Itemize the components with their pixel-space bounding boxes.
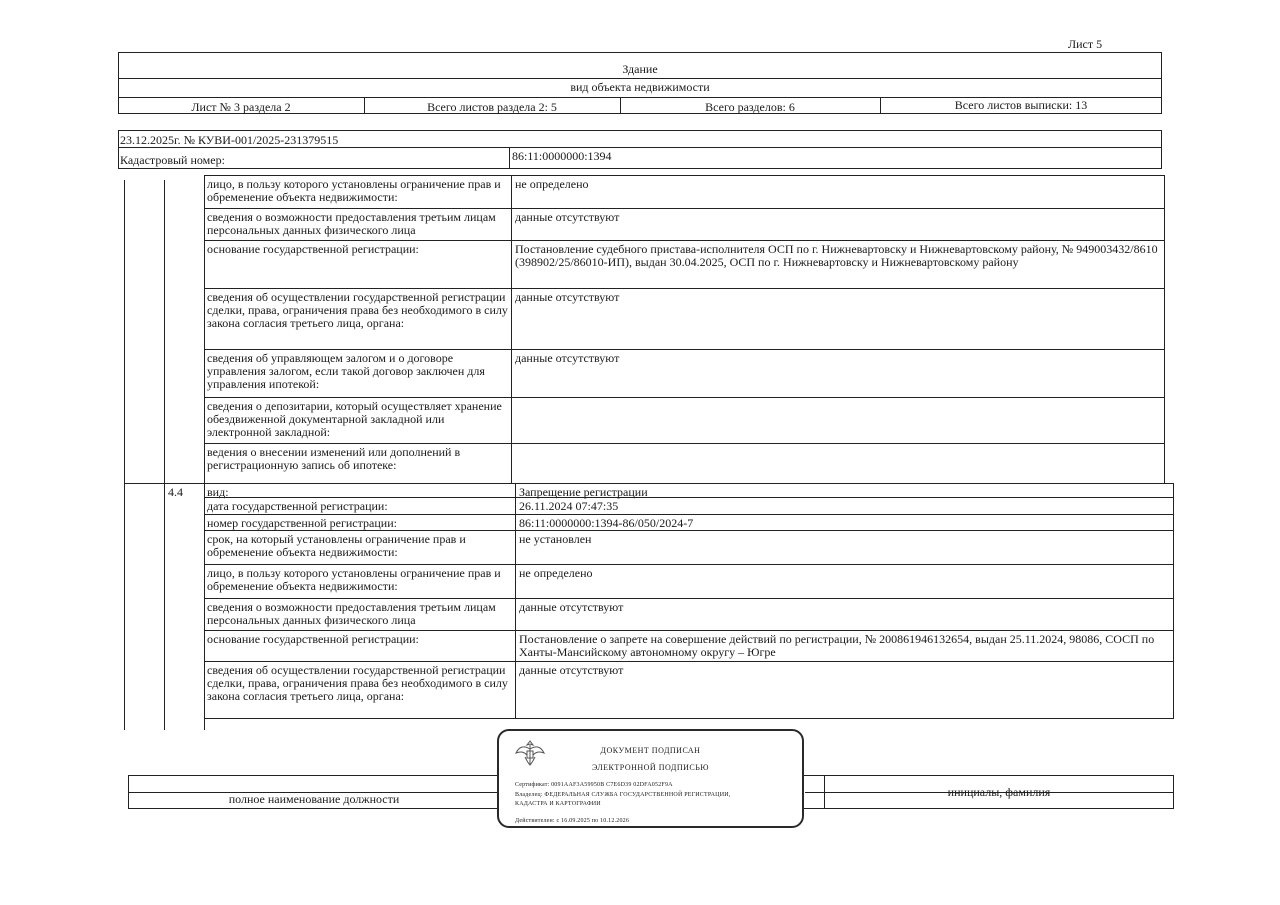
row-value-cell <box>515 530 1174 565</box>
electronic-signature-stamp <box>497 729 804 828</box>
row-value: не установлен <box>519 532 592 546</box>
row-value-cell <box>515 497 1174 515</box>
row-value-cell <box>515 514 1174 531</box>
row-value-cell <box>515 630 1174 662</box>
row-value-cell <box>515 661 1174 719</box>
row-label-cell <box>204 397 512 444</box>
total-sections: Всего разделов: 6 <box>705 100 795 114</box>
row-label-cell <box>204 630 516 662</box>
cadastral-label: Кадастровый номер: <box>120 153 225 167</box>
stamp-title-line1: ДОКУМЕНТ ПОДПИСАН <box>600 746 701 755</box>
row-label: лицо, в пользу которого установлены ограничение прав и обременение объекта недвижимости: <box>207 566 501 593</box>
total-sheets-extract: Всего листов выписки: 13 <box>954 98 1088 112</box>
object-type-caption: вид объекта недвижимости <box>570 80 710 94</box>
section-number-column-edge <box>164 180 165 730</box>
row-value: данные отсутствуют <box>519 663 624 677</box>
row-label: сведения о возможности предоставления третьим лицам персональных данных физического лица <box>207 600 496 627</box>
row-value: данные отсутствуют <box>515 210 620 224</box>
row-label: вид: <box>207 485 229 499</box>
row-value: не определено <box>519 566 593 580</box>
row-value-cell <box>511 208 1165 241</box>
section-divider <box>124 483 204 484</box>
row-label-cell <box>204 288 512 350</box>
row-value: Постановление судебного пристава-исполнителя ОСП по г. Нижневартовску и Нижневартовскому району, № 949003432/8610 (398902/25/86010-ИП), выдан 30.04.2025, ОСП по г. Нижневартовску и Нижневартовскому району <box>515 242 1158 269</box>
row-label-cell <box>204 661 516 719</box>
row-label-cell <box>204 240 512 289</box>
name-caption: инициалы, фамилия <box>947 785 1051 799</box>
row-label-cell <box>204 208 512 241</box>
row-value-cell <box>511 349 1165 398</box>
total-sheets-section: Всего листов раздела 2: 5 <box>427 100 557 114</box>
cadastral-number: 86:11:0000000:1394 <box>512 149 612 163</box>
row-value-cell <box>511 443 1165 484</box>
sheet-number: Лист № 3 раздела 2 <box>191 100 291 114</box>
row-label: сведения об осуществлении государственной регистрации сделки, права, ограничения права без необходимого в силу закона согласия третьего лица, органа: <box>207 663 508 703</box>
row-value: не определено <box>515 177 589 191</box>
row-label-cell <box>204 564 516 599</box>
row-value: данные отсутствуют <box>515 351 620 365</box>
row-label: сведения об управляющем залогом и о договоре управления залогом, если такой договор заключен для управления ипотекой: <box>207 351 485 391</box>
row-value-cell <box>511 240 1165 289</box>
row-label: сведения об осуществлении государственной регистрации сделки, права, ограничения права без необходимого в силу закона согласия третьего лица, органа: <box>207 290 508 330</box>
row-label-cell <box>204 349 512 398</box>
sheet-label: Лист 5 <box>1068 37 1103 51</box>
doc-number-line: 23.12.2025г. № КУВИ-001/2025-231379515 <box>120 133 339 147</box>
row-value-cell <box>511 397 1165 444</box>
row-value-cell <box>515 564 1174 599</box>
row-label: основание государственной регистрации: <box>207 632 419 646</box>
stamp-certificate: Сертификат: 0091AAF3A59950B C7E6D39 02DFA052F9A <box>515 782 673 788</box>
stamp-owner: Владелец: ФЕДЕРАЛЬНАЯ СЛУЖБА ГОСУДАРСТВЕННОЙ РЕГИСТРАЦИИ, КАДАСТРА И КАРТОГРАФИИ <box>515 792 731 807</box>
row-value-cell <box>515 483 1174 498</box>
row-label-cell <box>204 530 516 565</box>
row-value: Запрещение регистрации <box>519 485 648 499</box>
stamp-validity: Действителен: с 16.09.2025 по 10.12.2026 <box>515 818 630 824</box>
row-label-cell <box>204 514 516 531</box>
row-label: дата государственной регистрации: <box>207 499 388 513</box>
row-label-cell <box>204 443 512 484</box>
object-type: Здание <box>622 62 658 76</box>
row-value: 26.11.2024 07:47:35 <box>519 499 619 513</box>
row-label-cell <box>204 483 516 498</box>
row-value: данные отсутствуют <box>519 600 624 614</box>
section-number: 4.4 <box>168 485 183 499</box>
outer-left-edge <box>124 180 125 730</box>
row-label: сведения о возможности предоставления третьим лицам персональных данных физического лица <box>207 210 496 237</box>
row-label: сведения о депозитарии, который осуществляет хранение обездвиженной документарной закладной или электронной закладной: <box>207 399 502 439</box>
row-label-cell <box>204 497 516 515</box>
row-label: ведения о внесении изменений или дополнений в регистрационную запись об ипотеке: <box>207 445 461 472</box>
stamp-title-line2: ЭЛЕКТРОННОЙ ПОДПИСЬЮ <box>591 763 710 772</box>
row-label-cell <box>204 598 516 631</box>
row-value: Постановление о запрете на совершение действий по регистрации, № 200861946132654, выдан 25.11.2024, 98086, СОСП по Ханты-Мансийскому автономному округу – Югре <box>519 632 1155 659</box>
row-label: номер государственной регистрации: <box>207 516 397 530</box>
row-value-cell <box>515 598 1174 631</box>
row-value-cell <box>511 175 1165 209</box>
row-value: данные отсутствуют <box>515 290 620 304</box>
position-caption: полное наименование должности <box>228 792 400 806</box>
row-value-cell <box>511 288 1165 350</box>
row-label: основание государственной регистрации: <box>207 242 419 256</box>
row-value: 86:11:0000000:1394-86/050/2024-7 <box>519 516 694 530</box>
row-label-cell <box>204 175 512 209</box>
row-label: лицо, в пользу которого установлены ограничение прав и обременение объекта недвижимости: <box>207 177 501 204</box>
row-label: срок, на который установлены ограничение прав и обременение объекта недвижимости: <box>207 532 466 559</box>
